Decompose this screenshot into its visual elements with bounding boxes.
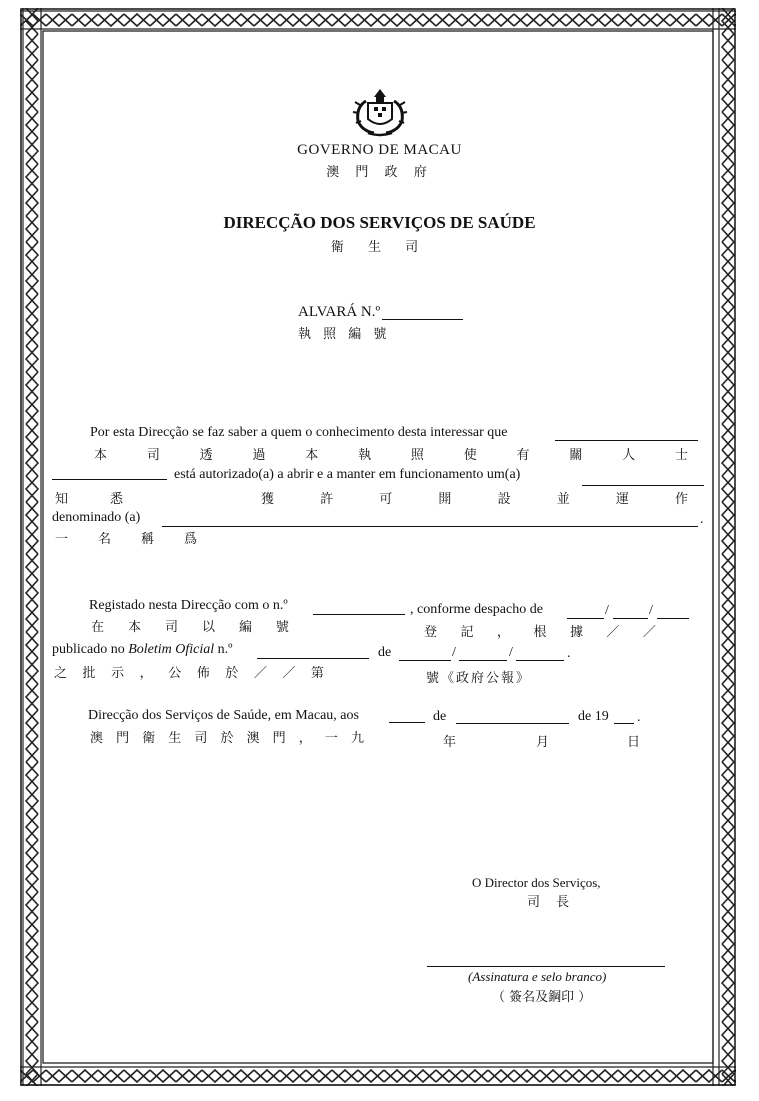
- despacho-month-field[interactable]: [613, 618, 648, 619]
- coat-of-arms-icon: [352, 85, 408, 139]
- date-slash: /: [649, 603, 653, 618]
- para1-line1-text: Por esta Direcção se faz saber a quem o conhecimento desta interessar que: [90, 425, 508, 440]
- date-slash: /: [605, 603, 609, 618]
- issue-month-field[interactable]: [456, 723, 569, 724]
- signature-line[interactable]: [427, 966, 665, 967]
- boletim-number-field[interactable]: [257, 658, 369, 659]
- para1-line1-zh: 本 司 透 過 本 執 照 使 有 關 人 士: [94, 448, 688, 463]
- director-title: O Director dos Serviços,: [472, 875, 601, 890]
- para3-zh-year: 年: [443, 735, 457, 750]
- signature-caption-zh: （ 簽名及鋼印 ）: [492, 990, 592, 1005]
- issue-year-field[interactable]: [614, 723, 634, 724]
- para3-zh-left: 澳 門 衛 生 司 於 澳 門 ， 一 九: [90, 731, 364, 746]
- establishment-name-field[interactable]: [162, 526, 698, 527]
- para2-line2-de: de: [378, 645, 392, 660]
- boletim-day-field[interactable]: [399, 660, 451, 661]
- para2-line1-zh-left: 在 本 司 以 編 號: [91, 620, 289, 635]
- despacho-year-field[interactable]: [657, 618, 689, 619]
- para3-zh-day: 日: [627, 735, 641, 750]
- date-slash: /: [509, 645, 513, 660]
- para1-line3-zh: 一 名 稱 爲: [55, 532, 197, 547]
- issue-day-field[interactable]: [389, 722, 425, 723]
- para1-line2-text: está autorizado(a) a abrir e a manter em funcionamento um(a): [174, 467, 521, 482]
- para3-de2: de 19: [578, 709, 609, 724]
- para2-line2-zh-left: 之 批 示 ， 公 佈 於 ／ ／ 第: [54, 666, 324, 681]
- para2-line2-zh-right: 號《政府公報》: [426, 671, 532, 686]
- holder-name-continued-field[interactable]: [52, 479, 167, 480]
- para1-line2-zh-right: 獲 許 可 開 設 並 運 作: [261, 492, 688, 507]
- para1-line3-period: .: [700, 512, 704, 527]
- boletim-year-field[interactable]: [516, 660, 564, 661]
- para3-de1: de: [433, 709, 447, 724]
- director-title-zh: 司 長: [527, 895, 576, 910]
- boletim-month-field[interactable]: [459, 660, 507, 661]
- licence-number-field[interactable]: [382, 319, 463, 320]
- licence-label: ALVARÁ N.º: [298, 304, 381, 320]
- government-title: GOVERNO DE MACAU: [297, 142, 462, 158]
- para1-line2-zh-left: 知 悉: [55, 492, 123, 507]
- para2-line1-text-a: Registado nesta Direcção com o n.º: [89, 598, 288, 613]
- department-title-zh: 衛 生 司: [330, 240, 429, 255]
- signature-caption: (Assinatura e selo branco): [468, 969, 607, 984]
- government-title-zh: 澳 門 政 府: [326, 165, 433, 180]
- para3-period: .: [637, 710, 641, 725]
- para3-text: Direcção dos Serviços de Saúde, em Macau, aos: [88, 708, 359, 723]
- para2-line1-text-b: , conforme despacho de: [410, 602, 543, 617]
- holder-name-field[interactable]: [555, 440, 698, 441]
- registration-number-field[interactable]: [313, 614, 405, 615]
- despacho-day-field[interactable]: [567, 618, 604, 619]
- para3-zh-month: 月: [536, 735, 550, 750]
- boletim-oficial-text: Boletim Oficial: [128, 642, 215, 657]
- department-title: DIRECÇÃO DOS SERVIÇOS DE SAÚDE: [223, 213, 536, 232]
- para1-line3-text: denominado (a): [52, 510, 141, 525]
- para2-line2-text: publicado no Boletim Oficial n.º: [52, 642, 233, 657]
- para2-line2-period: .: [567, 646, 571, 661]
- establishment-type-field[interactable]: [582, 485, 704, 486]
- para2-line1-zh-right: 登 記 ， 根 據 ／ ／: [424, 625, 656, 640]
- licence-label-zh: 執 照 編 號: [298, 327, 391, 342]
- date-slash: /: [452, 645, 456, 660]
